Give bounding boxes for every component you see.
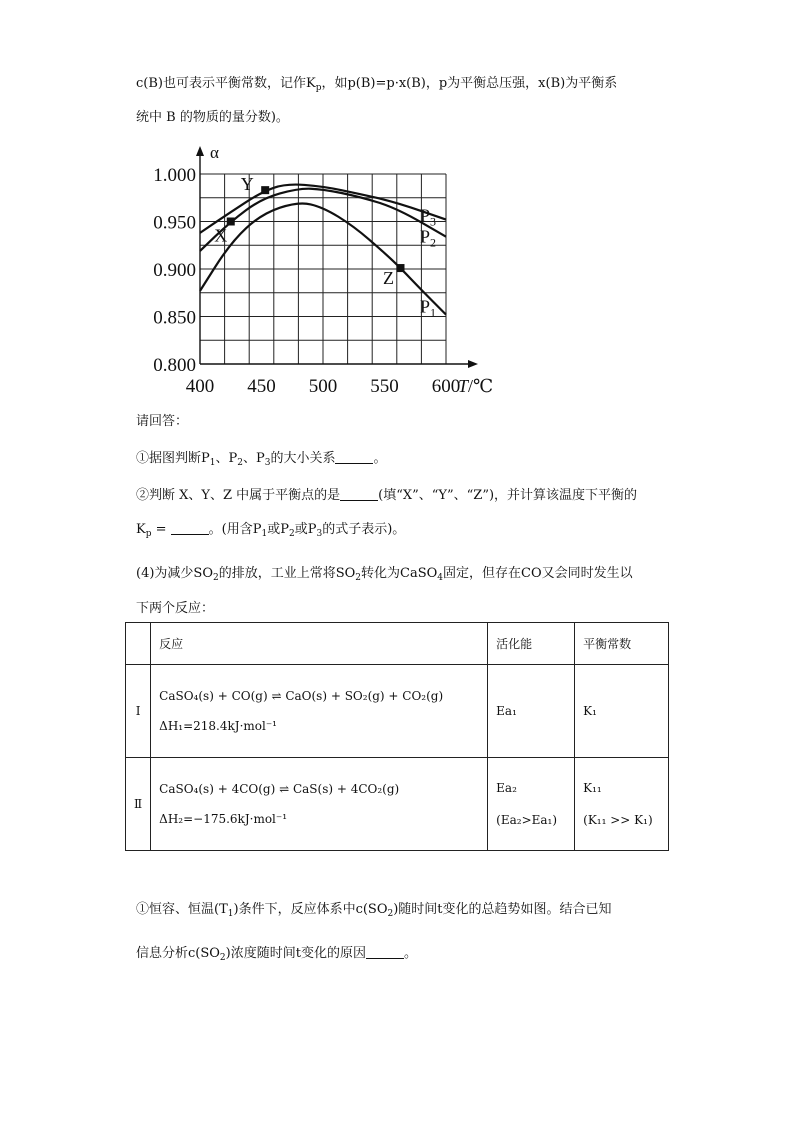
x-tick-label: 500 xyxy=(308,376,338,397)
kp-sub: p xyxy=(145,529,152,539)
series-label: $P_2$ xyxy=(420,226,437,250)
q2-sub-1: 1 xyxy=(261,529,268,539)
row-number: Ⅰ xyxy=(126,665,151,758)
question-1 xyxy=(136,447,387,468)
q4-1-sub-3: 2 xyxy=(219,953,226,963)
x-axis-arrow xyxy=(468,360,478,368)
activation-energy-value: Ea₂ xyxy=(496,781,517,795)
question-4-line-2: 下两个反应： xyxy=(136,601,215,616)
y-tick-label: 0.900 xyxy=(153,260,196,281)
q2-kp-blank[interactable] xyxy=(171,522,209,535)
q2-text-f: 的式子表示)。 xyxy=(322,522,406,537)
y-tick-label: 0.950 xyxy=(153,212,196,234)
series-label: $P_1$ xyxy=(420,296,437,320)
reaction-cell xyxy=(151,665,488,758)
q1-text-c: 、P xyxy=(242,451,265,466)
x-tick-label: 600 xyxy=(431,376,461,397)
x-axis-label: T/℃ xyxy=(458,376,494,396)
table-row xyxy=(126,665,669,758)
table-header-blank xyxy=(126,623,151,665)
header-reaction: 反应 xyxy=(151,623,488,665)
point-label-z: Z xyxy=(382,268,394,289)
q4-1-text-c: )随时间t变化的总趋势如图。结合已知 xyxy=(393,902,612,917)
y-tick-label: 0.800 xyxy=(153,355,196,376)
question-2-line-2 xyxy=(136,518,405,539)
equilibrium-constant-cell: K₁ xyxy=(575,665,669,758)
q4-1-number: ① xyxy=(136,902,150,917)
enthalpy-change: ΔH₂=−175.6kJ·mol⁻¹ xyxy=(159,812,288,826)
q1-text-e: 。 xyxy=(373,451,387,466)
q1-text-d: 的大小关系 xyxy=(270,451,336,466)
y-axis-label: α xyxy=(210,143,219,162)
x-tick-label: 400 xyxy=(185,376,215,397)
enthalpy-change: ΔH₁=218.4kJ·mol⁻¹ xyxy=(159,719,277,733)
table-row xyxy=(126,758,669,851)
reaction-equation: CaSO₄(s) + CO(g) ⇌ CaO(s) + SO₂(g) + CO₂(g) xyxy=(159,689,444,703)
q2-text-a: 判断 X、Y、Z 中属于平衡点的是 xyxy=(149,488,341,503)
intro-line-2: 统中 B 的物质的量分数)。 xyxy=(136,110,289,125)
x-tick-label: 550 xyxy=(370,376,399,397)
intro-text: c(B)也可表示平衡常数，记作K xyxy=(136,76,316,91)
y-tick-label: 1.000 xyxy=(153,165,196,186)
q1-sub-3: 3 xyxy=(264,458,271,468)
q2-text-b: (填“X”、“Y”、“Z”)，并计算该温度下平衡的 xyxy=(378,488,638,503)
activation-energy-cell xyxy=(488,758,575,851)
q2-text-c: 。(用含P xyxy=(208,522,262,537)
y-tick-label: 0.850 xyxy=(153,307,196,329)
question-4-line-1 xyxy=(136,562,633,583)
activation-energy-note: (Ea₂>Ea₁) xyxy=(496,813,558,827)
y-axis-arrow xyxy=(196,146,204,156)
row-number: Ⅱ xyxy=(126,758,151,851)
q4-1-answer-blank[interactable] xyxy=(366,946,404,959)
q4-1-sub-2: 2 xyxy=(387,909,394,919)
reaction-cell xyxy=(151,758,488,851)
intro-text-rest: ，如p(B)=p·x(B)，p为平衡总压强，x(B)为平衡系 xyxy=(321,76,618,91)
q4-1-text-d: 信息分析c(SO xyxy=(136,946,220,961)
equilibrium-constant-value: K₁₁ xyxy=(583,781,602,795)
point-marker-z xyxy=(396,264,404,272)
question-4-1-line-1 xyxy=(136,898,612,919)
point-label-y: Y xyxy=(240,174,254,195)
answer-prompt: 请回答： xyxy=(136,414,189,429)
q2-number: ② xyxy=(136,488,150,503)
q4-1-text-b: )条件下，反应体系中c(SO xyxy=(233,902,388,917)
q1-sub-1: 1 xyxy=(209,458,216,468)
q2-point-blank[interactable] xyxy=(340,488,378,501)
q1-text-a: 据图判断P xyxy=(149,451,210,466)
conversion-chart xyxy=(153,138,500,400)
activation-energy-cell: Ea₁ xyxy=(488,665,575,758)
x-tick-label: 450 xyxy=(247,376,276,397)
series-label: $P_3$ xyxy=(420,205,437,229)
q4-sub-2: 2 xyxy=(355,573,362,583)
reaction-table xyxy=(125,622,669,851)
intro-line-1 xyxy=(136,72,617,93)
point-marker-x xyxy=(227,218,235,226)
point-marker-y xyxy=(261,186,269,194)
q4-1-text-a: 恒容、恒温(T xyxy=(149,902,228,917)
table-header-row xyxy=(126,623,669,665)
q4-text-c: 转化为CaSO xyxy=(361,566,438,581)
q4-text-a: (4)为减少SO xyxy=(136,566,213,581)
question-2-line-1 xyxy=(136,484,637,503)
q4-text-d: 固定，但存在CO又会同时发生以 xyxy=(443,566,633,581)
question-4-1-line-2 xyxy=(136,942,417,963)
header-activation-energy: 活化能 xyxy=(488,623,575,665)
reaction-equation: CaSO₄(s) + 4CO(g) ⇌ CaS(s) + 4CO₂(g) xyxy=(159,782,400,796)
q4-text-b: 的排放，工业上常将SO xyxy=(218,566,356,581)
q1-text-b: 、P xyxy=(215,451,238,466)
q2-sub-2: 2 xyxy=(288,529,295,539)
q1-answer-blank[interactable] xyxy=(335,451,373,464)
q4-1-text-e: )浓度随时间t变化的原因 xyxy=(225,946,366,961)
q2-equals: = xyxy=(151,522,171,537)
q4-sub-1: 2 xyxy=(212,573,219,583)
q2-text-e: 或P xyxy=(294,522,317,537)
equilibrium-constant-cell xyxy=(575,758,669,851)
point-label-x: X xyxy=(214,225,228,246)
q1-sub-2: 2 xyxy=(237,458,243,468)
q1-number: ① xyxy=(136,451,150,466)
header-equilibrium-constant: 平衡常数 xyxy=(575,623,669,665)
intro-sub: p xyxy=(315,83,322,93)
q2-sub-3: 3 xyxy=(316,529,323,539)
q4-1-sub-1: 1 xyxy=(227,909,234,919)
q4-1-text-f: 。 xyxy=(403,946,417,961)
q4-sub-3: 4 xyxy=(437,573,444,583)
kp-symbol: K xyxy=(136,522,146,537)
q2-text-d: 或P xyxy=(267,522,289,537)
equilibrium-constant-note: (K₁₁ >> K₁) xyxy=(583,813,653,827)
